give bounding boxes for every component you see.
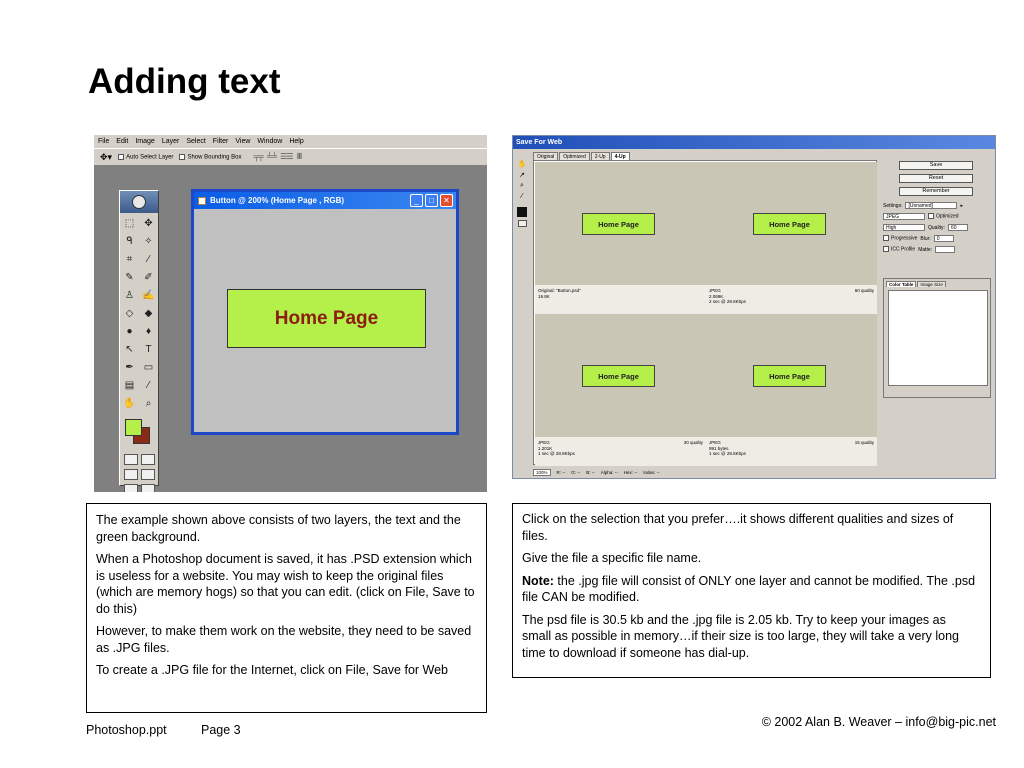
distribute-icon[interactable]: ☰☰ [280,152,293,161]
right-paragraph: Give the file a specific file name. [522,551,702,565]
align-top-icon[interactable]: ╤╤ [253,152,263,161]
footer-page-number: Page 3 [201,723,241,737]
pane-info-line: 2 sec @ 28.8Kbps [709,299,746,304]
status-alpha: Alpha: -- [600,469,618,475]
menu-layer[interactable]: Layer [161,138,180,145]
menu-window[interactable]: Window [257,138,283,145]
hand-tool-icon[interactable]: ✋ [517,161,527,168]
tab-optimized[interactable]: Optimized [559,152,590,161]
align-bottom-icon[interactable]: ╧╧ [266,152,277,161]
toolbox-header [120,191,158,213]
sfw-status-bar [533,467,877,477]
document-title: Button @ 200% (Home Page , RGB) [210,196,345,205]
status-b: B: -- [586,469,595,475]
quality-input[interactable]: 60 [948,224,968,231]
tab-4-up[interactable]: 4-Up [611,152,630,161]
save-button[interactable]: Save [899,161,973,170]
history-brush-icon[interactable]: ✍ [142,290,155,301]
menu-view[interactable]: View [235,138,251,145]
matte-label: Matte: [918,246,933,253]
menu-image[interactable]: Image [135,138,155,145]
eye-icon [132,195,146,209]
path-select-icon[interactable]: ↖ [125,344,134,355]
right-paragraph-note [522,573,978,606]
sfw-toolbar [516,160,528,227]
icc-profile-label: ICC Profile [891,246,916,253]
imageready-icon[interactable] [141,484,155,492]
blur-input[interactable]: 0 [934,235,954,242]
right-text-box [512,503,991,678]
optimized-checkbox[interactable] [928,213,959,219]
color-table-area [888,290,988,386]
shape-tool-icon[interactable]: ▭ [143,362,154,373]
progressive-label: Progressive [891,235,918,242]
menu-select[interactable]: Select [186,138,206,145]
slice-select-icon[interactable]: ↗ [519,172,525,179]
pane-home-page-button: Home Page [582,213,655,235]
remember-button[interactable]: Remember [899,187,973,196]
minimize-button[interactable]: _ [410,194,423,207]
note-label: Note: [522,573,554,588]
color-swatches[interactable] [120,416,158,450]
status-index: Index: -- [643,469,660,475]
progressive-checkbox[interactable] [883,235,917,241]
pane-home-page-button: Home Page [753,365,826,387]
photoshop-menubar [94,135,487,148]
eyedropper-color-swatch[interactable] [517,207,527,217]
compression-select[interactable]: High [883,224,925,231]
save-for-web-screenshot [512,135,996,479]
auto-select-checkbox[interactable] [118,154,173,161]
pane-info-line: 1.201K [538,445,553,451]
right-paragraph: Click on the selection that you prefer….it shows different qualities and sizes of files. [522,512,954,543]
distribute-horizontal-icon[interactable]: ⫴⫴ [296,152,302,161]
align-icons[interactable] [253,152,301,162]
pane-home-page-button: Home Page [582,365,655,387]
left-paragraph: When a Photoshop document is saved, it has .PSD extension which is useless for a website. You may wish to keep the original files (which are memory hogs) so that you can edit. (click on File, Save to do this) [96,552,475,616]
optimized-label: Optimized [936,213,959,220]
lasso-tool-icon[interactable]: ᑫ [126,236,133,247]
status-g: G: -- [571,469,581,475]
marquee-tool-icon[interactable]: ⬚ [124,218,135,229]
pane-quality: 15 quality [854,440,874,445]
save-for-web-titlebar: Save For Web [513,136,995,149]
slice-tool-icon[interactable]: ∕ [147,254,150,265]
brush-tool-icon[interactable]: ✐ [144,272,153,283]
menu-edit[interactable]: Edit [116,138,129,145]
foreground-color-swatch[interactable] [125,419,142,436]
pane-info-line: JPEG [709,440,721,445]
footer-copyright: © 2002 Alan B. Weaver – info@big-pic.net [761,715,996,729]
right-paragraph: The psd file is 30.5 kb and the .jpg file is 2.05 kb. Try to keep your images as small as possible in memory…if their size is too large, they will take a very long time to download if someone has dial-up. [522,612,959,660]
status-hex: Hex: -- [623,469,638,475]
slide-title: Adding text [88,62,281,101]
tab-color-table[interactable]: Color Table [886,281,916,287]
sfw-preview-grid [533,160,877,465]
preview-pane-15-quality[interactable] [706,314,877,466]
notes-tool-icon[interactable]: ▤ [124,380,135,391]
status-r: R: -- [556,469,566,475]
auto-select-label: Auto Select Layer [126,154,174,161]
pane-info-line: 991 bytes [709,445,729,451]
footer-filename: Photoshop.ppt [86,723,167,737]
stamp-tool-icon[interactable]: ♙ [125,290,134,301]
sfw-settings-panel [881,160,993,476]
quality-label: Quality: [928,224,945,231]
settings-menu-icon[interactable]: ▸ [960,202,963,209]
hand-tool-icon[interactable]: ✋ [123,398,136,409]
standard-mode-icon[interactable] [124,454,138,465]
tab-image-size[interactable]: Image Size [917,281,946,287]
left-paragraph: To create a .JPG file for the Internet, click on File, Save for Web [96,663,449,677]
jump-to-imageready-icon[interactable] [124,484,138,492]
preview-pane-60-quality[interactable] [706,162,877,314]
pane-info-line: JPEG [709,288,721,293]
move-tool-icon[interactable]: ✥ [144,218,153,229]
preview-pane-original[interactable] [535,162,706,314]
pane-quality: 60 quality [854,288,874,293]
photoshop-options-bar [94,148,487,166]
left-paragraph: The example shown above consists of two layers, the text and the green background. [96,513,461,544]
crop-tool-icon[interactable]: ⌗ [126,254,133,265]
pen-tool-icon[interactable]: ✒ [125,362,134,373]
pane-info-line: 19.8K [538,293,550,299]
note-text: the .jpg file will consist of ONLY one layer and cannot be modified. The .psd file CAN be modified. [522,573,976,604]
matte-select[interactable] [935,246,955,253]
close-button[interactable]: ✕ [440,194,453,207]
settings-label: Settings: [883,202,903,209]
menu-help[interactable]: Help [289,138,304,145]
tab-original[interactable]: Original [533,152,558,161]
eyedropper-icon[interactable]: ⁄ [147,380,150,391]
pane-info-line: JPEG [538,440,550,445]
maximize-button[interactable]: □ [425,194,438,207]
pane-info-line: Original: "Button.psd" [538,288,581,293]
photoshop-screenshot [94,135,487,492]
color-table-panel [883,278,991,398]
zoom-select[interactable]: 100% [533,469,551,476]
blur-tool-icon[interactable]: ● [126,326,133,337]
document-icon [198,197,206,205]
bounding-box-label: Show Bounding Box [187,154,242,161]
canvas-home-page-button: Home Page [227,289,426,348]
magic-wand-icon[interactable]: ✧ [144,236,153,247]
healing-brush-icon[interactable]: ✎ [125,272,134,283]
left-text-box [86,503,487,713]
toggle-slices-icon[interactable] [518,220,527,227]
pane-info-line: 2.069K [709,293,724,299]
blur-label: Blur: [920,235,931,242]
tab-2-up[interactable]: 2-Up [591,152,610,161]
type-tool-icon[interactable]: T [145,344,152,355]
photoshop-document-window [191,189,459,435]
icc-profile-checkbox[interactable] [883,246,915,252]
zoom-tool-icon[interactable]: ⌕ [520,182,524,189]
bounding-box-checkbox[interactable] [179,154,241,161]
settings-select[interactable]: [Unnamed] [905,202,957,209]
move-tool-icon[interactable]: ✥▾ [100,151,113,162]
eyedropper-icon[interactable]: ⁄ [521,193,523,200]
menu-file[interactable]: File [98,138,110,145]
reset-button[interactable]: Reset [899,174,973,183]
paint-bucket-icon[interactable]: ◆ [144,308,153,319]
zoom-tool-icon[interactable]: ⌕ [145,398,152,409]
eraser-tool-icon[interactable]: ◇ [125,308,134,319]
quick-mask-icon[interactable] [141,454,155,465]
screen-mode-icon[interactable] [124,469,138,480]
preview-pane-30-quality[interactable] [535,314,706,466]
left-paragraph: However, to make them work on the website, they need to be saved as .JPG files. [96,624,472,655]
dodge-tool-icon[interactable]: ♦ [145,326,152,337]
pane-info-line: 1 sec @ 28.8Kbps [709,451,746,456]
pane-home-page-button: Home Page [753,213,826,235]
pane-quality: 30 quality [683,440,703,445]
format-select[interactable]: JPEG [883,213,925,220]
fullscreen-mode-icon[interactable] [141,469,155,480]
pane-info-line: 1 sec @ 28.8Kbps [538,451,575,456]
photoshop-toolbox [119,190,159,486]
menu-filter[interactable]: Filter [212,138,229,145]
